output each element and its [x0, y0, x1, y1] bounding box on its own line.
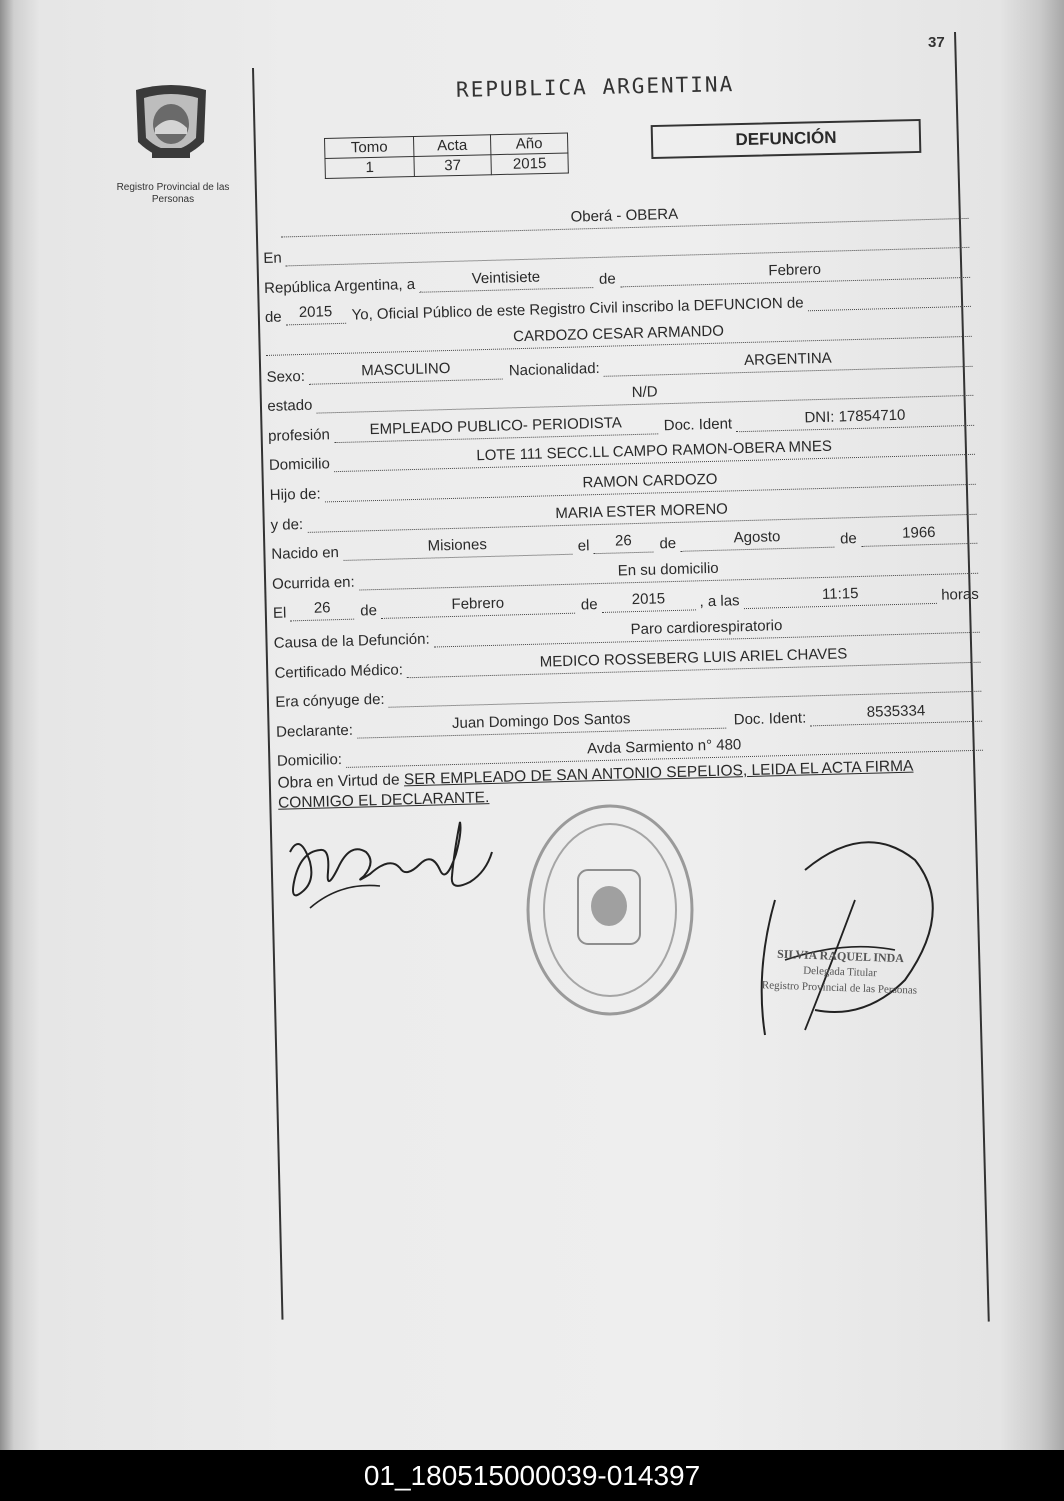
nombre-field: CARDOZO CESAR ARMANDO: [265, 316, 971, 356]
nacido-dia-field: 26: [593, 532, 654, 555]
nacido-mes-field: Agosto: [680, 527, 835, 552]
tomo-label: Tomo: [325, 136, 414, 158]
conyuge-label: Era cónyuge de:: [275, 690, 385, 711]
def-anio-field: 2015: [601, 590, 696, 614]
declarante-doc-field: 8535334: [810, 700, 982, 726]
de-mes-label: de: [659, 535, 677, 553]
folio-number: 37: [928, 34, 945, 51]
ocurrida-field: En su domicilio: [358, 552, 978, 590]
horas-label: horas: [940, 586, 979, 605]
anio-field: 2015: [285, 303, 346, 326]
causa-label: Causa de la Defunción:: [273, 630, 430, 652]
official-role: Delegada Titular: [802, 964, 877, 980]
de-def-label: de: [360, 602, 378, 620]
doc-ident-dec-label: Doc. Ident:: [733, 709, 807, 729]
profesion-label: profesión: [267, 426, 331, 445]
nacionalidad-field: ARGENTINA: [603, 345, 972, 376]
acta-label: Acta: [413, 135, 490, 157]
declarante-domicilio-field: Avda Sarmiento n° 480: [346, 730, 983, 768]
de-label: de: [598, 270, 616, 288]
province-logo: [130, 82, 212, 172]
anio-value: 2015: [491, 153, 568, 175]
sexo-field: MASCULINO: [309, 358, 503, 384]
image-id: 01_180515000039-014397: [363, 1459, 701, 1491]
lugar-field: Oberá - OBERA: [280, 197, 968, 237]
official-signature: [745, 830, 945, 1040]
oficial-label: Yo, Oficial Público de este Registro Civil inscribo la DEFUNCION de: [351, 294, 804, 324]
doc-ident-label: Doc. Ident: [663, 415, 733, 434]
registry-seal: [520, 800, 700, 1020]
en-label: En: [263, 249, 282, 268]
domicilio-dec-label: Domicilio:: [276, 751, 343, 771]
padre-field: RAMON CARDOZO: [324, 464, 975, 503]
mes-field: Febrero: [619, 257, 970, 287]
a-las-label: , a las: [699, 592, 740, 611]
y-de-label: y de:: [270, 515, 304, 534]
de-anio-nac-label: de: [839, 530, 858, 548]
sexo-label: Sexo:: [266, 367, 306, 386]
el-label: el: [577, 537, 590, 555]
dni-field: DNI: 17854710: [736, 405, 974, 432]
official-stamp: [734, 944, 946, 999]
ocurrida-label: Ocurrida en:: [271, 573, 355, 593]
official-office: Registro Provincial de las Personas: [761, 979, 918, 997]
declarante-field: Juan Domingo Dos Santos: [357, 707, 726, 738]
image-id-bar: [0, 1450, 1064, 1501]
nacionalidad-label: Nacionalidad:: [508, 359, 600, 379]
def-mes-field: Febrero: [381, 593, 575, 619]
domicilio-field: LOTE 111 SECC.LL CAMPO RAMON-OBERA MNES: [333, 434, 974, 472]
republica-label: República Argentina, a: [263, 275, 416, 297]
official-name: SILVIA RAQUEL INDA: [776, 946, 905, 966]
estado-field: N/D: [316, 375, 973, 414]
el-cap-label: El: [272, 604, 287, 623]
hora-field: 11:15: [743, 583, 937, 609]
tomo-value: 1: [325, 156, 414, 178]
certificado-field: MEDICO ROSSEBERG LUIS ARIEL CHAVES: [407, 641, 981, 678]
hijo-label: Hijo de:: [269, 485, 321, 504]
de-anio-label: de: [264, 308, 282, 327]
nacido-lugar-field: Misiones: [343, 534, 572, 561]
nacido-label: Nacido en: [271, 544, 340, 563]
de-def-anio-label: de: [580, 596, 598, 614]
nacido-anio-field: 1966: [860, 523, 977, 547]
obra-virtud-text: SER EMPLEADO DE SAN ANTONIO SEPELIOS, LEIDA EL ACTA FIRMA CONMIGO EL DECLARANTE.: [277, 757, 914, 813]
death-record-form: [262, 189, 984, 814]
profesion-field: EMPLEADO PUBLICO- PERIODISTA: [334, 413, 658, 443]
declarant-signature: [280, 812, 500, 912]
anio-label: Año: [490, 133, 567, 155]
blank-field: [807, 286, 971, 311]
obra-label: Obra en Virtud de: [277, 771, 400, 793]
def-dia-field: 26: [290, 599, 355, 622]
tomo-acta-anio-table: [324, 132, 569, 179]
domicilio-label: Domicilio: [268, 455, 331, 475]
certificado-label: Certificado Médico:: [274, 660, 404, 682]
causa-field: Paro cardiorespiratorio: [433, 612, 979, 648]
estado-label: estado: [267, 396, 313, 416]
acta-value: 37: [414, 155, 491, 177]
dia-field: Veintisiete: [419, 267, 594, 293]
record-type-box: DEFUNCIÓN: [651, 119, 922, 159]
madre-field: MARIA ESTER MORENO: [307, 493, 977, 532]
declarante-label: Declarante:: [275, 721, 354, 741]
page-title: REPUBLICA ARGENTINA: [455, 72, 735, 102]
registry-name: Registro Provincial de las Personas: [116, 182, 230, 205]
